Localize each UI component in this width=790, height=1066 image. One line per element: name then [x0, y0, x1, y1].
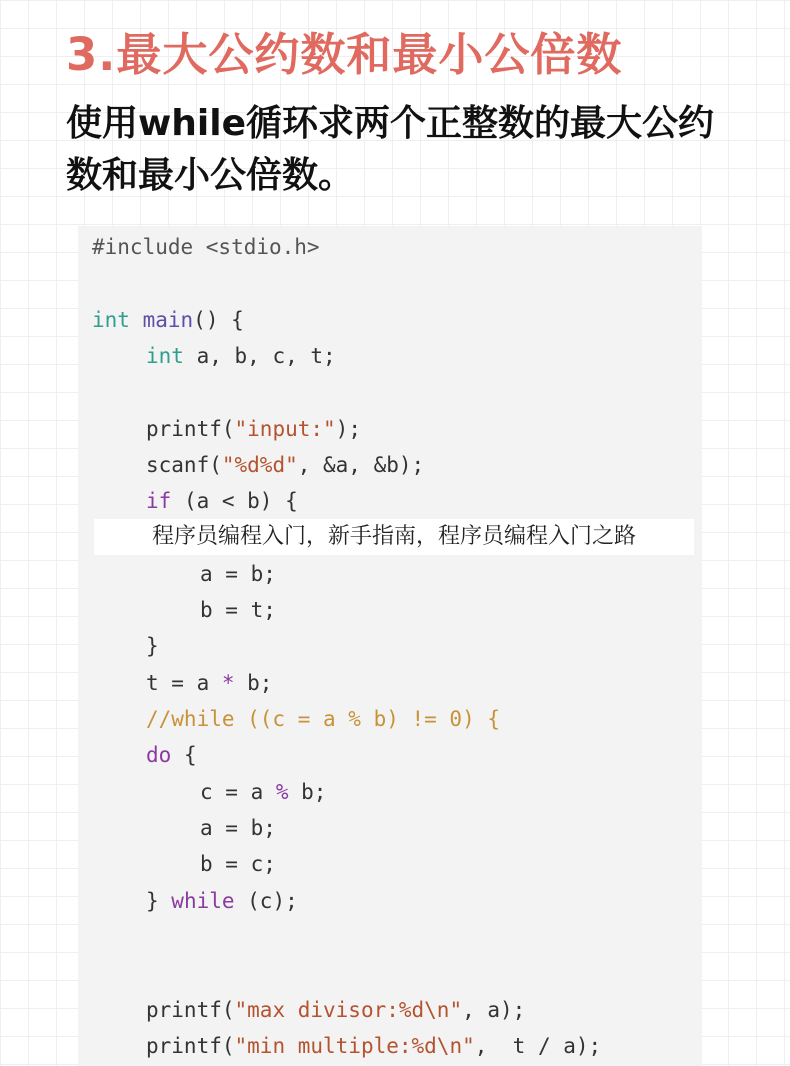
- code-line-assign-b-loop: b = c;: [200, 852, 276, 876]
- while-condition: (c);: [234, 889, 298, 913]
- code-line-while: [146, 887, 298, 915]
- code-line-comment: //while ((c = a % b) != 0) {: [146, 707, 501, 731]
- do-brace: {: [171, 743, 197, 767]
- keyword-if: if: [146, 489, 172, 513]
- printf-args: , t / a);: [474, 1034, 602, 1058]
- loop-close: }: [146, 889, 172, 913]
- paren: (: [221, 417, 235, 441]
- string-literal: "input:": [234, 417, 336, 441]
- watermark-caption: 程序员编程入门，新手指南，程序员编程入门之路: [94, 519, 694, 555]
- scanf-call: scanf: [146, 453, 210, 477]
- string-literal: "%d%d": [221, 453, 298, 477]
- string-literal: "min multiple:%d\n": [234, 1034, 475, 1058]
- printf-call: printf: [146, 998, 222, 1022]
- code-line-include: [92, 233, 320, 261]
- declaration-vars: a, b, c, t;: [183, 344, 336, 368]
- code-line-scanf: [146, 451, 424, 479]
- keyword-int: int: [146, 344, 184, 368]
- if-condition: (a < b) {: [171, 489, 298, 513]
- modulo-lhs: c = a: [200, 780, 276, 804]
- keyword-do: do: [146, 743, 172, 767]
- scanf-args: , &a, &b);: [297, 453, 425, 477]
- product-lhs: t = a: [146, 671, 222, 695]
- code-line-printf-min: [146, 1032, 601, 1060]
- string-literal: "max divisor:%d\n": [234, 998, 463, 1022]
- code-line-do: [146, 741, 197, 769]
- code-line-main: [92, 306, 244, 334]
- statement-end: );: [335, 417, 361, 441]
- section-title: 3.最大公约数和最小公倍数: [66, 28, 623, 81]
- function-main: main: [142, 308, 194, 332]
- preprocessor-include: #include <stdio.h>: [92, 235, 320, 259]
- paren: (: [221, 998, 235, 1022]
- code-line-modulo: [200, 778, 326, 806]
- printf-call: printf: [146, 417, 222, 441]
- product-rhs: b;: [234, 671, 273, 695]
- keyword-int: int: [92, 308, 130, 332]
- modulo-rhs: b;: [288, 780, 327, 804]
- problem-statement: 使用while循环求两个正整数的最大公约数和最小公倍数。: [66, 103, 714, 196]
- keyword-while: while: [171, 889, 235, 913]
- code-line-assign-a-loop: a = b;: [200, 816, 276, 840]
- code-line-printf-max: [146, 996, 525, 1024]
- code-line-assign-a: a = b;: [200, 562, 276, 586]
- operator-modulo: %: [275, 780, 289, 804]
- code-line-declaration: [146, 342, 336, 370]
- code-line-printf-input: [146, 415, 361, 443]
- paren: (: [209, 453, 222, 477]
- code-line-product: [146, 669, 272, 697]
- operator-multiply: *: [221, 671, 235, 695]
- code-line-if: [146, 487, 298, 515]
- printf-args: , a);: [462, 998, 526, 1022]
- main-signature: () {: [193, 308, 244, 332]
- paren: (: [221, 1034, 235, 1058]
- printf-call: printf: [146, 1034, 222, 1058]
- code-line-assign-b: b = t;: [200, 598, 276, 622]
- code-line-if-close: }: [146, 634, 159, 658]
